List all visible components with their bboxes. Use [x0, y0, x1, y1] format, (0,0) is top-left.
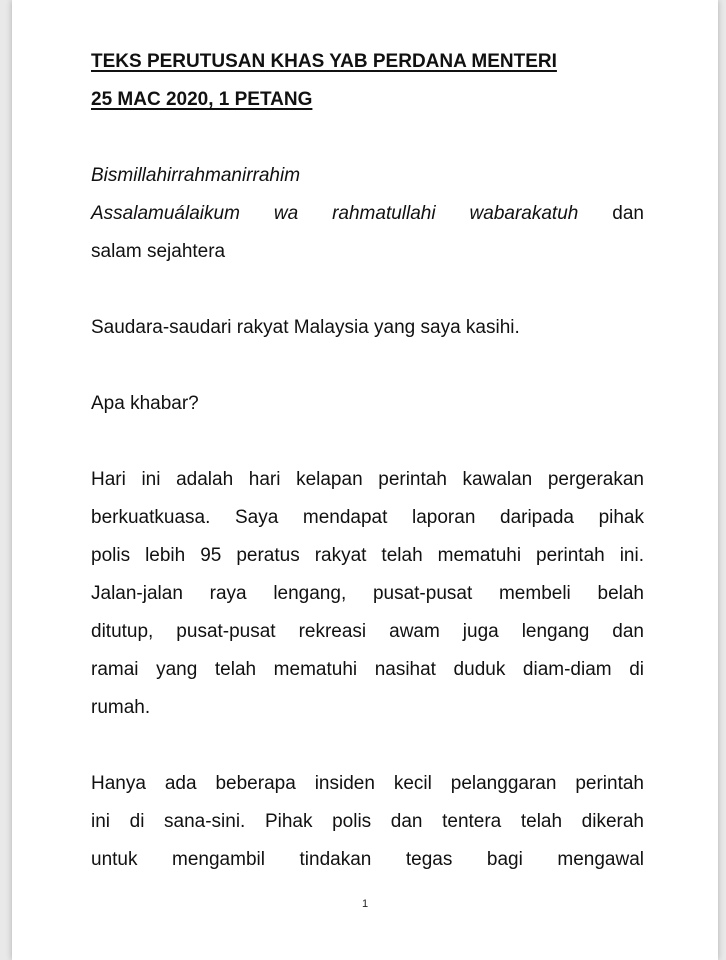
paragraph-line: polis lebih 95 peratus rakyat telah mematuhi perintah ini.: [91, 545, 644, 566]
bismillah-line: Bismillahirrahmanirrahim: [91, 165, 301, 186]
question-line: Apa khabar?: [91, 393, 199, 414]
salam-rest: dan: [578, 203, 644, 224]
document-body: [91, 43, 644, 879]
address-line: Saudara-saudari rakyat Malaysia yang saya kasihi.: [91, 317, 520, 338]
salam-line-2: salam sejahtera: [91, 241, 226, 262]
document-title: TEKS PERUTUSAN KHAS YAB PERDANA MENTERI: [91, 51, 557, 72]
document-date: 25 MAC 2020, 1 PETANG: [91, 89, 313, 110]
paragraph-line: Jalan-jalan raya lengang, pusat-pusat membeli belah: [91, 583, 644, 604]
paragraph-line: rumah.: [91, 697, 151, 718]
paragraph-line: Hanya ada beberapa insiden kecil pelanggaran perintah: [91, 773, 644, 794]
document-page: [12, 0, 718, 960]
paragraph-line: ini di sana-sini. Pihak polis dan tentera telah dikerah: [91, 811, 644, 832]
greeting-block: [91, 157, 644, 271]
paragraph-line: untuk mengambil tindakan tegas bagi mengawal: [91, 849, 644, 870]
paragraph-line: ditutup, pusat-pusat rekreasi awam juga lengang dan: [91, 621, 644, 642]
paragraph-line: berkuatkuasa. Saya mendapat laporan daripada pihak: [91, 507, 644, 528]
salam-italic: Assalamuálaikum wa rahmatullahi wabarakatuh: [91, 203, 579, 224]
paragraph-1: [91, 461, 644, 727]
salam-line: [91, 195, 644, 233]
paragraph-line: ramai yang telah mematuhi nasihat duduk diam-diam di: [91, 659, 644, 680]
page-number: 1: [361, 898, 369, 910]
paragraph-2: [91, 765, 644, 879]
paragraph-line: Hari ini adalah hari kelapan perintah kawalan pergerakan: [91, 469, 644, 490]
